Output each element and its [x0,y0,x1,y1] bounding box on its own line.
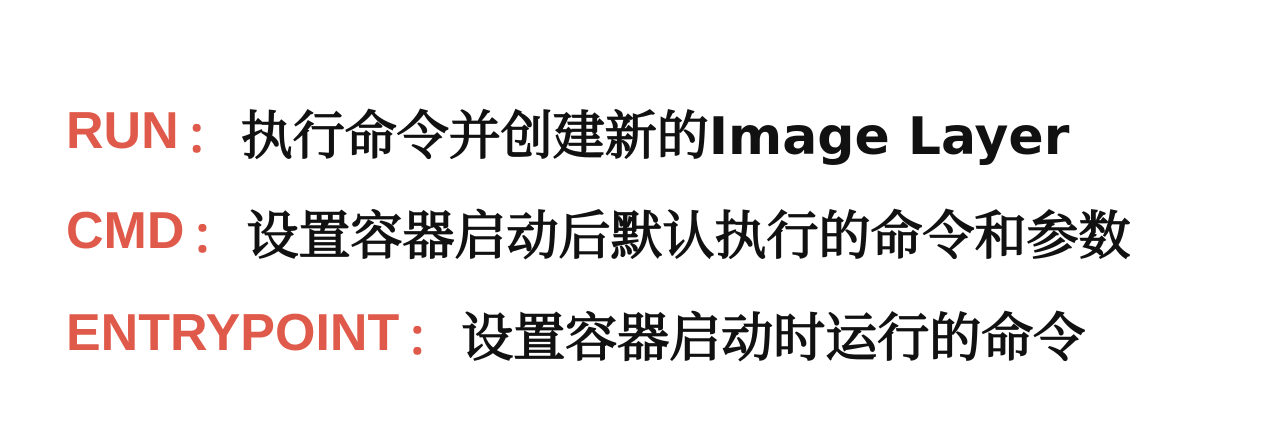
description-cmd: 设置容器启动后默认执行的命令和参数 [246,206,1131,267]
separator: ： [405,308,458,369]
line-cmd [66,196,1130,266]
description-entrypoint: 设置容器启动时运行的命令 [461,308,1086,369]
keyword-run: RUN [66,102,179,160]
line-run [66,96,1069,166]
keyword-cmd: CMD [66,202,185,260]
separator: ： [190,206,243,267]
line-entrypoint [66,298,1085,368]
description-run: 执行命令并创建新的Image Layer [240,106,1070,167]
keyword-entrypoint: ENTRYPOINT [66,304,400,362]
separator: ： [184,106,237,167]
